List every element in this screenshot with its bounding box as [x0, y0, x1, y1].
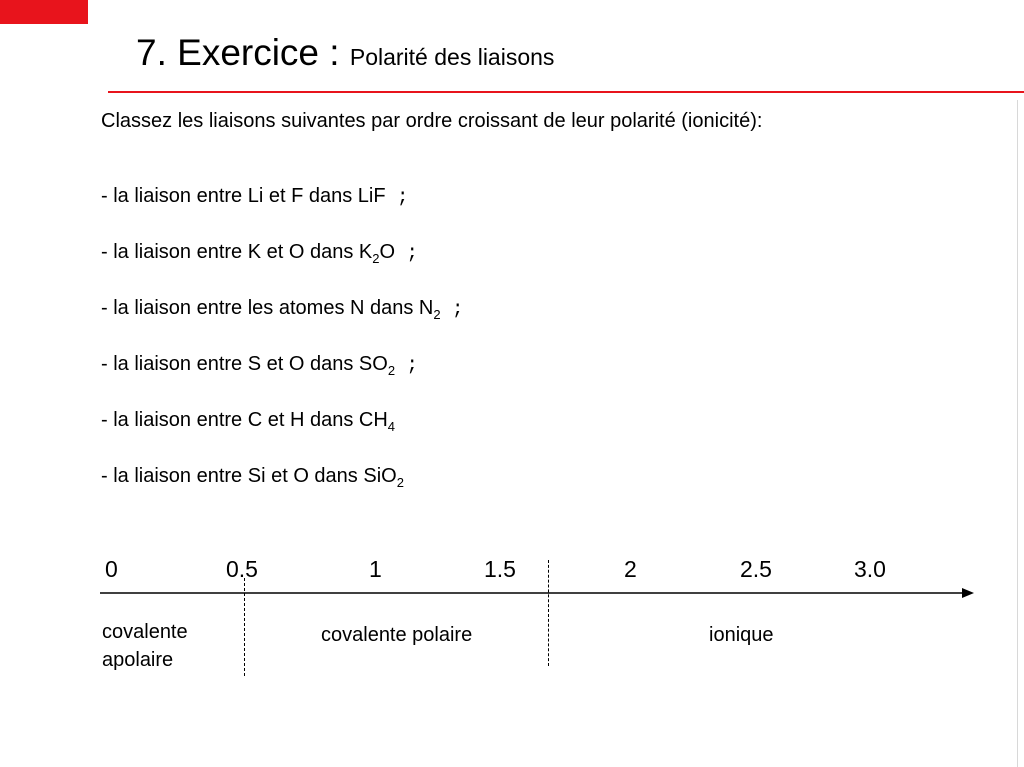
category-ionique: ionique [709, 624, 774, 646]
category-covalente-polaire: covalente polaire [321, 624, 473, 646]
instruction-text: Classez les liaisons suivantes par ordre croissant de leur polarité (ionicité): [101, 110, 763, 132]
list-item: - la liaison entre les atomes N dans $N_2$ ; [101, 297, 464, 322]
scale-tick-label: 3.0 [854, 556, 886, 582]
scale-tick-label: 2 [624, 556, 637, 582]
scale-tick-label: 0 [105, 556, 118, 582]
boundary-line-0-5 [244, 578, 245, 676]
scale-tick-label: 1 [369, 556, 382, 582]
list-item: - la liaison entre K et O dans $K_2O$ ; [101, 241, 418, 266]
list-item: - la liaison entre Si et O dans SiO$_2$ [101, 465, 404, 490]
slide-title [136, 34, 554, 71]
bond-list [101, 184, 463, 520]
polarity-axis-arrow [100, 588, 974, 598]
list-item: - la liaison entre C et H dans $CH_4$ [101, 409, 396, 434]
slide-edge [1017, 100, 1018, 767]
title-divider [108, 91, 1024, 93]
title-sub: Polarité des liaisons [349, 44, 555, 70]
category-covalente-apolaire: covalente apolaire [102, 621, 188, 671]
title-main: 7. Exercice : [136, 32, 350, 73]
list-item: - la liaison entre S et O dans $SO_2$ ; [101, 353, 418, 378]
list-item: - la liaison entre Li et F dans LiF ; [101, 185, 409, 208]
boundary-line-1-5 [548, 560, 549, 666]
scale-tick-label: 0.5 [226, 556, 258, 582]
scale-tick-label: 1.5 [484, 556, 516, 582]
scale-tick-label: 2.5 [740, 556, 772, 582]
accent-block [0, 0, 88, 24]
